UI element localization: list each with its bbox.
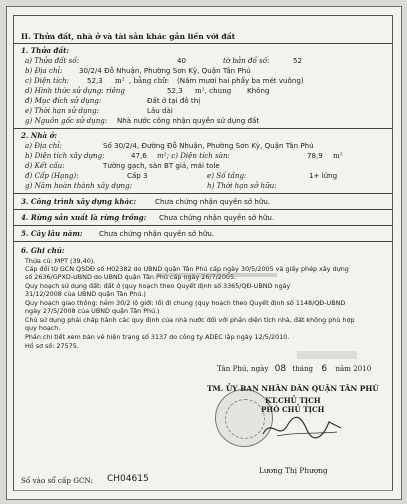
land-term-label: e) Thời hạn sử dụng:: [25, 106, 100, 115]
note-line: Cấp đổi từ GCN QSDĐ số H02382 do UBND quận Tân Phú cấp ngày 30/5/2005 và giấy phép xây dựng: [25, 265, 349, 273]
signer-name: Lương Thị Phượng: [259, 466, 328, 475]
sign-month: 6: [321, 364, 328, 374]
divider-5: [13, 241, 393, 242]
floor-area-label: m²; c) Diện tích sàn:: [157, 151, 230, 160]
kt-title: KT.CHỦ TỊCH: [265, 396, 321, 405]
land-address: 30/2/4 Đỗ Nhuận, Phường Sơn Kỳ, Quận Tân Phú: [79, 66, 251, 75]
registry-number: CH04615: [107, 474, 149, 484]
structure-label: d) Kết cấu:: [25, 161, 65, 170]
land-area: 52,3: [87, 76, 103, 85]
floor-area: 78,9: [307, 151, 323, 160]
parcel-number: 40: [177, 56, 187, 65]
other-structures-label: 3. Công trình xây dựng khác:: [21, 197, 137, 206]
land-origin: Nhà nước công nhận quyền sử dụng đất: [117, 116, 260, 125]
house-heading: 2. Nhà ở:: [21, 131, 57, 140]
land-area-unit: m²: [115, 76, 125, 85]
year-label: năm 2010: [335, 364, 372, 373]
other-structures: Chưa chứng nhận quyền sở hữu.: [155, 197, 271, 206]
certificate-page: [6, 6, 402, 500]
completion-year-label: g) Năm hoàn thành xây dựng:: [25, 181, 133, 190]
divider-3: [13, 209, 393, 210]
note-line: Hồ sơ số: 27575.: [25, 342, 79, 350]
land-term: Lâu dài: [147, 106, 173, 115]
shared-area-label: m², chung: [195, 86, 232, 95]
divider-4: [13, 225, 393, 226]
signer-role: PHÓ CHỦ TỊCH: [261, 405, 325, 414]
divider-1: [13, 128, 393, 129]
map-sheet-number: 52: [293, 56, 303, 65]
area-in-words-label: , bằng chữ:: [129, 76, 170, 85]
forest: Chưa chứng nhận quyền sở hữu.: [159, 213, 275, 222]
month-label: tháng: [292, 364, 314, 373]
section-title: II. Thửa đất, nhà ở và tài sản khác gắn liền với đất: [21, 32, 236, 41]
registry-label: Số vào sổ cấp GCN:: [21, 476, 93, 485]
map-sheet-label: tờ bản đồ số:: [223, 56, 270, 65]
building-area: 47,6: [131, 151, 147, 160]
shared-area: Không: [247, 86, 270, 95]
floor-area-unit: m²: [333, 151, 343, 160]
forest-label: 4. Rừng sản xuất là rừng trồng:: [21, 213, 147, 222]
note-line: Quy hoạch giao thông: hẻm 30/2 lộ giới: lối đi chung (quy hoạch theo Quyết định số 1148/QĐ-UBND: [25, 299, 346, 307]
sign-day: 08: [274, 364, 287, 374]
scan-smudge: [157, 273, 277, 277]
note-line: Quy hoạch sử dụng đất: đất ở (quy hoạch theo Quyết định số 3365/QĐ-UBND ngày: [25, 282, 291, 290]
note-line: Thửa cũ: MPT (39,40).: [25, 257, 96, 265]
land-purpose: Đất ở tại đô thị: [147, 96, 201, 105]
note-line: quy hoạch.: [25, 324, 61, 332]
authority: TM. ỦY BAN NHÂN DÂN QUẬN TÂN PHÚ: [207, 384, 379, 393]
note-line: 31/12/2008 của UBND quận Tân Phú.): [25, 290, 146, 298]
building-area-label: b) Diện tích xây dựng:: [25, 151, 105, 160]
note-line: ngày 27/5/2008 của UBND quận Tân Phú.): [25, 307, 160, 315]
notes-heading: 6. Ghi chú:: [21, 246, 65, 255]
note-line: Phần chi tiết xem bản vẽ hiện trạng số 3137 do công ty ADEC lập ngày 12/5/2010.: [25, 333, 290, 341]
house-address: Số 30/2/4, Đường Đỗ Nhuận, Phường Sơn Kỳ, Quận Tân Phú: [103, 141, 314, 150]
land-heading: 1. Thửa đất:: [21, 46, 69, 55]
header-divider: [13, 43, 393, 44]
land-origin-label: g) Nguồn gốc sử dụng:: [25, 116, 108, 125]
house-grade: Cấp 3: [127, 171, 148, 180]
place-date: [217, 365, 371, 373]
land-purpose-label: đ) Mục đích sử dụng:: [25, 96, 102, 105]
land-area-label: c) Diện tích:: [25, 76, 70, 85]
note-line: số 2636/GPXD-UBND do UBND quận Tân Phú cấp ngày 26/7/2005.: [25, 273, 237, 281]
note-line: Chủ sử dụng phải chấp hành các quy định của nhà nước đối với phần diện tích nhà, đất không phù hợp: [25, 316, 355, 324]
structure: Tường gạch, sàn BT giả, mái tole: [103, 161, 220, 170]
land-address-label: b) Địa chỉ:: [25, 66, 63, 75]
floors-label: e) Số tầng:: [207, 171, 247, 180]
perennial: Chưa chứng nhận quyền sở hữu.: [99, 229, 215, 238]
divider-2: [13, 193, 393, 194]
floors: 1+ lửng: [309, 171, 338, 180]
usage-form-label: d) Hình thức sử dụng: riêng: [25, 86, 125, 95]
place-date-prefix: Tân Phú, ngày: [217, 364, 269, 373]
scan-smudge: [297, 351, 357, 359]
house-grade-label: đ) Cấp (Hạng):: [25, 171, 79, 180]
private-area: 52,3: [167, 86, 183, 95]
perennial-label: 5. Cây lâu năm:: [21, 229, 83, 238]
area-in-words: (Năm mươi hai phẩy ba mét vuông): [177, 76, 304, 85]
handwritten-signature: [257, 412, 347, 442]
parcel-number-label: a) Thửa đất số:: [25, 56, 79, 65]
house-address-label: a) Địa chỉ:: [25, 141, 62, 150]
ownership-term-label: h) Thời hạn sở hữu:: [207, 181, 277, 190]
